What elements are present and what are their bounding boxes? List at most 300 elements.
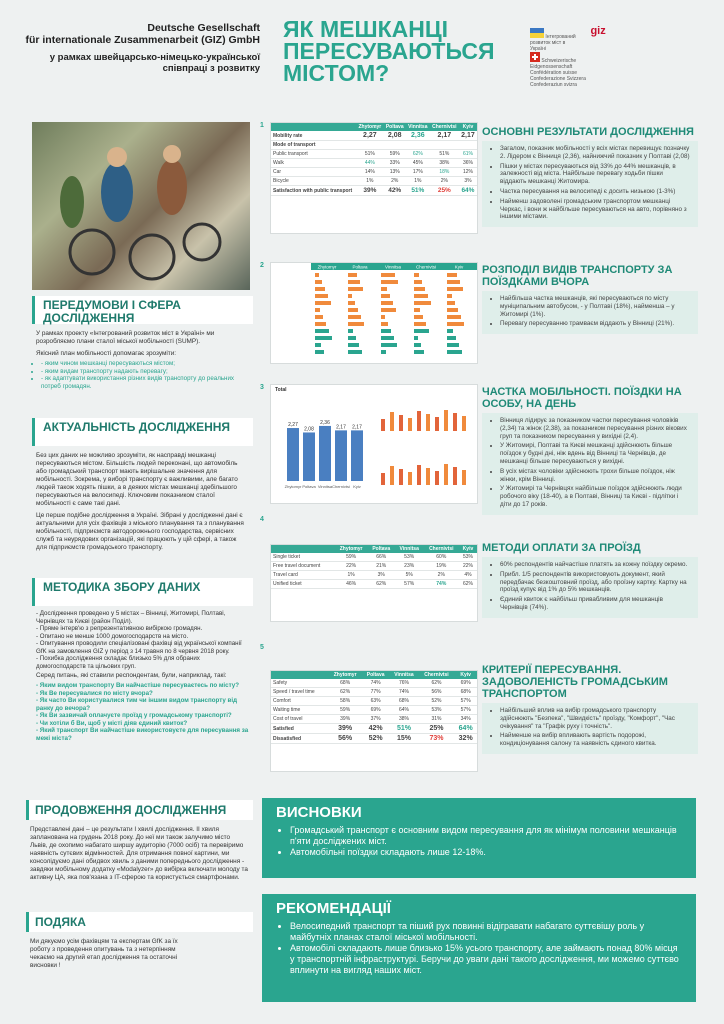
thanks-section-header [26,912,253,932]
table-cell: Safety [271,679,328,688]
table-cell: 56% [328,734,362,744]
table-cell: 74% [389,688,418,697]
distribution-bar [315,315,323,319]
result-box [482,557,698,618]
table-header-blank [271,545,335,553]
distribution-bar [414,350,424,354]
result-item: • Найбільший вплив на вибір громадського транспорту здійснюють "Безпека", "Швидкість" проїзду, "Комфорт", "Час очікування" та "Графік руху і точність". [500,707,690,730]
table-cell: 51% [430,150,459,159]
distribution-bar [315,350,324,354]
distribution-bar [348,301,355,305]
distribution-bar [447,350,462,354]
section-number: 3 [260,384,264,391]
continuation-title: ПРОДОВЖЕННЯ ДОСЛІДЖЕННЯ [35,803,227,817]
table-cell: Waiting time [271,706,328,715]
table-cell: 46% [335,580,368,589]
chart-bar [303,432,315,481]
table-cell: 62% [368,580,395,589]
flag-icon [530,28,544,38]
distribution-bar [348,280,360,284]
results-table [271,123,477,196]
swiss-logo-text: Schweizerische Eidgenossenschaft Confédération suisse Confederazione Svizzera Confederaziun svizra [530,58,586,88]
table-cell: 64% [459,186,477,196]
tick-label: Vinnitsa [317,484,333,489]
result-item: • Перевагу пересуванню трамваєм віддають у Вінниці (21%). [500,320,690,328]
distribution-figure [270,262,478,364]
table-row [271,571,477,580]
distribution-bar [447,301,455,305]
table-cell: 59% [328,706,362,715]
table-cell: 52% [419,697,455,706]
table-cell: Satisfaction with public transport [271,186,356,196]
methodology-title: МЕТОДИКА ЗБОРУ ДАНИХ [43,580,201,594]
mini-chart-bar [381,473,385,485]
distribution-bar [414,280,422,284]
result-item: • 60% респондентів найчастіше платять за кожну поїздку окремо. [500,561,690,569]
distribution-bar [381,301,393,305]
table-cell: 51% [356,150,383,159]
table-cell: Mobility rate [271,131,356,141]
distribution-bar [447,280,460,284]
recommendation-item: • Велосипедний транспорт та піший рух повинні відігравати набагато суттєвішу роль у майбутніх планах сталої міської мобільності. [290,921,682,943]
distribution-bar [381,294,390,298]
table-cell: 39% [356,186,383,196]
table-cell: 53% [459,553,477,562]
table-cell: 38% [389,715,418,724]
table-header: Kyiv [454,671,477,679]
table-cell: 69% [362,706,389,715]
distribution-bar [348,315,361,319]
table-cell: 31% [419,715,455,724]
question-list [32,682,250,742]
table-row [271,715,477,724]
table-header: Poltava [368,545,395,553]
table-header: Poltava [352,264,368,270]
relevance-section-header [32,418,253,446]
methodology-section-header [32,578,253,606]
result-title: ЧАСТКА МОБІЛЬНОСТІ. ПОЇЗДКИ НА ОСОБУ, НА ДЕНЬ [482,386,682,410]
table-cell: 3% [459,177,477,186]
table-cell: 2,17 [430,131,459,141]
result-item: • Найменше на вибір впливають вартість подорожі, кондиціонування салону та наявність єдиного квитка. [500,732,690,748]
distribution-bar [414,273,419,277]
background-section-header [32,296,253,324]
table-cell: 13% [384,168,406,177]
table-cell: 18% [430,168,459,177]
table-cell: 58% [328,697,362,706]
mini-chart-bar [408,418,412,431]
table-cell: 51% [406,186,430,196]
question-item: - Чи хотіли б Ви, щоб у місті діяв єдиний квиток? [36,719,188,727]
table-cell: 53% [395,553,424,562]
table-cell: Bicycle [271,177,356,186]
table-cell: 1% [335,571,368,580]
result-item: • У Житомирі, Полтаві та Києві мешканці здійснюють більше поїздок у будні дні, ніж вдень від Вінниці та Чернівців, де мешканці більше пересуваються у вихідні. [500,442,690,465]
table-cell: Free travel document [271,562,335,571]
criteria-table [271,671,477,744]
table-cell: Single ticket [271,553,335,562]
tick-label: Zhytomyr [284,484,302,489]
recommendations-box [262,894,696,1002]
table-cell: 2,17 [459,131,477,141]
table-header: Zhytomyr [317,264,337,270]
mini-chart-bar [453,413,457,431]
table-header-blank [271,671,328,679]
result-item: • Вінниця лідирує за показником частки пересування чоловіків (2,34) та жінок (2,38), за показником пересування різних вікових груп та показником пересування у вихідні (2,4). [500,417,690,440]
table-row [271,706,477,715]
table-cell: 34% [454,715,477,724]
table-row [271,159,477,168]
distribution-bar [348,350,362,354]
table-cell: 25% [419,724,455,734]
background-text2: Якісний план мобільності допомагає зрозуміти: [36,350,177,357]
distribution-bar [447,329,453,333]
table-header: Vinnitsa [406,123,430,131]
thanks-title: ПОДЯКА [35,915,86,929]
table-cell: 51% [389,724,418,734]
mini-chart-bar [444,410,448,431]
distribution-bar [414,343,421,347]
question-item: - Як часто Ви користувалися тим чи іншим видом транспорту від ранку до вечора? [36,697,237,712]
table-cell: 60% [424,553,459,562]
table-cell: 25% [430,186,459,196]
table-cell: 42% [362,724,389,734]
data-label: 2,36 [320,419,330,426]
table-cell: Comfort [271,697,328,706]
table-row [271,131,477,141]
distribution-bar [381,350,386,354]
list-item: - Дослідження проведено у 5 містах – Вінниці, Житомирі, Полтаві, Чернівцях та Києві (район Поділ). [36,610,226,625]
table-cell: Walk [271,159,356,168]
distribution-bar [447,343,459,347]
table-row [271,168,477,177]
table-header: Chernivtsi [430,123,459,131]
distribution-bar [315,322,326,326]
list-item: • - яким видам транспорту надають перевагу; [41,368,250,376]
mini-chart-bar [417,411,421,431]
mini-chart-bar [453,467,457,485]
table-header: Zhytomyr [328,671,362,679]
section-number: 1 [260,122,264,129]
mini-chart-bar [399,415,403,431]
distribution-bar [348,308,358,312]
table-cell: Satisfied [271,724,328,734]
background-list [32,360,250,390]
table-cell: 15% [389,734,418,744]
distribution-bar [348,287,363,291]
table-cell: 59% [335,553,368,562]
table-header: Vinnitsa [389,671,418,679]
distribution-bar [447,273,457,277]
relevance-text: Без цих даних не можливо зрозуміти, як насправді мешканці пересуваються містом. Більшість людей переконані, що автомобіль або громадський транспорт мають вирішальне значення для мобільності. Зокрема, у виборі транспорту є важливими, але багато людей також ходять пішки, а в деяких містах мешканці здебільшого пересуваються на велосипеді. Ключовим показником сталої мобільності є саме такі дані. [36,452,238,507]
table-cell: 62% [328,688,362,697]
distribution-bar [381,280,398,284]
table-cell: 42% [384,186,406,196]
table-cell: Cost of travel [271,715,328,724]
org-name [20,22,260,46]
table-header: Chernivtsi [415,264,437,270]
header-subtitle: у рамках швейцарсько-німецько-української співпраці з розвитку [49,52,260,74]
table-cell: 32% [454,734,477,744]
distribution-bar [381,322,388,326]
relevance-section [32,450,250,554]
distribution-bar [315,329,329,333]
mini-chart-bar [426,468,430,485]
distribution-bar [381,343,397,347]
table-cell: 57% [454,706,477,715]
table-cell: 64% [454,724,477,734]
table-header: Zhytomyr [356,123,383,131]
result-item: • У Житомирі та Чернівцях найбільше поїздок здійснюють люди робочого віку (18-40), а в Полтаві, Вінниці та Києві - підлітки і діти до 17 років. [500,485,690,508]
table-cell: 62% [419,679,455,688]
table-cell: 53% [419,706,455,715]
table-header: Poltava [384,123,406,131]
table-header: Zhytomyr [335,545,368,553]
distribution-bar [348,336,356,340]
giz-logo: giz [590,25,606,37]
project-logo [530,28,578,52]
chart-bar [287,428,299,481]
result-item: • Частка пересування на велосипеді є досить низькою (1-3%) [500,188,690,196]
methodology-text: Серед питань, які ставили респондентам, були, наприклад, такі: [36,672,227,679]
table-cell: 14% [356,168,383,177]
table-row [271,562,477,571]
table-cell: 45% [406,159,430,168]
project-logo-text: Інтегрований розвиток міст в Україні [530,34,576,52]
distribution-bar [414,315,423,319]
distribution-bar [381,308,396,312]
distribution-bar [414,294,428,298]
table-cell: 5% [395,571,424,580]
result-box [482,413,698,515]
table-cell: 57% [454,697,477,706]
mini-chart-bar [435,417,439,431]
table-cell: 62% [459,580,477,589]
continuation-section-header [26,800,253,820]
table-cell: Travel card [271,571,335,580]
conclusion-item: • Громадський транспорт є основним видом пересування для як мінімум половини мешканців п'яти досліджених міст. [290,825,682,847]
list-item: - Пряме інтерв'ю з репрезентативною вибіркою громадян. [36,625,203,632]
chart-bar [335,430,347,481]
distribution-bar [315,343,321,347]
table-cell: 44% [356,159,383,168]
result-title: КРИТЕРІЇ ПЕРЕСУВАННЯ. ЗАДОВОЛЕНІСТЬ ГРОМАДСЬКИМ ТРАНСПОРТОМ [482,664,668,700]
distribution-bar [381,315,385,319]
question-item: - Який транспорт Ви найчастіше використовуєте для пересування за межі міста? [36,727,249,742]
mini-chart-bar [426,414,430,431]
mini-chart-bar [435,471,439,485]
table-header: Kyiv [454,264,464,270]
table-row [271,679,477,688]
distribution-bar [315,308,320,312]
question-item: - Як Ве пересувалися по місту вчора? [36,689,153,697]
table-cell: 23% [395,562,424,571]
swiss-cross-icon [530,52,540,62]
mini-chart-bar [462,470,466,485]
distribution-bar [447,322,464,326]
methodology-list [32,610,250,670]
table-cell: 59% [384,150,406,159]
table-cell: 57% [395,580,424,589]
distribution-bar [381,336,394,340]
table-cell: 39% [328,724,362,734]
distribution-bar [414,322,426,326]
table-row [271,186,477,196]
table-row [271,734,477,744]
distribution-bars [271,263,477,363]
distribution-bar [447,287,463,291]
mini-chart-bar [444,464,448,485]
table-cell: 61% [459,150,477,159]
table-cell: 39% [328,715,362,724]
table-row [271,553,477,562]
table-cell: 63% [362,697,389,706]
table-header: Vinnitsa [385,264,401,270]
distribution-bar [447,308,458,312]
chart-bar [351,430,363,481]
recommendations-title: РЕКОМЕНДАЦІЇ [276,900,391,917]
data-label: 2,08 [304,426,314,433]
result-title: РОЗПОДІЛ ВИДІВ ТРАНСПОРТУ ЗА ПОЇЗДКАМИ ВЧОРА [482,264,673,288]
mini-chart-bar [462,416,466,431]
table-cell: 1% [356,177,383,186]
table-row [271,141,477,150]
distribution-bar [348,273,357,277]
mini-chart-bar [408,472,412,485]
table-cell: Unified ticket [271,580,335,589]
mobility-bar-chart [271,385,477,503]
table-cell: 19% [424,562,459,571]
list-item: - Опитано не менше 1000 домогосподарств на місто. [36,632,189,640]
result-block-2 [482,264,698,334]
org-line2: für internationale Zusammenarbeit (GIZ) GmbH [25,34,260,46]
methodology-section [32,610,250,742]
table-cell: 12% [459,168,477,177]
table-cell: Car [271,168,356,177]
org-line1: Deutsche Gesellschaft [147,22,260,34]
page-title: ЯК МЕШКАНЦІ ПЕРЕСУВАЮТЬСЯ МІСТОМ? [283,16,495,86]
distribution-bar [414,308,420,312]
table-cell: 76% [389,679,418,688]
table-cell: 2% [424,571,459,580]
swiss-logo [530,52,600,88]
background-title: ПЕРЕДУМОВИ І СФЕРА ДОСЛІДЖЕННЯ [43,298,181,325]
table-cell: 64% [389,706,418,715]
tick-label: Chernivtsi [332,484,350,489]
table-cell: 68% [454,688,477,697]
result-title: ОСНОВНІ РЕЗУЛЬТАТИ ДОСЛІДЖЕННЯ [482,126,694,138]
list-item: - Похибка дослідження складає близько 5% для обраних домогосподарств та цільових груп. [36,655,200,670]
distribution-bar [381,329,391,333]
table-cell: 66% [368,553,395,562]
table-cell: Public transport [271,150,356,159]
list-item: • - як адаптувати використання різних видів транспорту до реальних потреб громадян. [41,375,250,390]
table-header: Poltava [362,671,389,679]
table-cell: 21% [368,562,395,571]
table-cell: 77% [362,688,389,697]
cyclists-photo-illustration [32,122,250,290]
chart-title: Total [275,387,287,393]
table-header: Kyiv [459,545,477,553]
table-cell: 74% [424,580,459,589]
distribution-bar [315,287,325,291]
result-block-4 [482,542,698,618]
table-cell: 17% [406,168,430,177]
recommendation-item: • Автомобілі складають лише близько 15% усього транспорту, але займають понад 80% місця у транспортній інфраструктурі. Беручи до уваги дані такого дослідження, ми можемо суттєво вплинути на вигляд наших міст. [290,943,682,976]
question-item: - Яким видом транспорту Ви найчастіше пересуваєтесь по місту? [36,682,239,689]
distribution-bar [381,273,395,277]
table-row [271,150,477,159]
question-item: - Як Ви зазвичай оплачуєте проїзд у громадському транспорті? [36,712,232,719]
distribution-bar [315,280,322,284]
background-section [32,328,250,390]
payment-table-figure [270,544,478,622]
table-cell: 74% [362,679,389,688]
result-item: • Найменш задоволені громадським транспортом мешканці Черкас, і вони ж найбільше пересуваються на авто, порівняно з іншими містами. [500,198,690,221]
table-cell: 33% [384,159,406,168]
distribution-bar [348,322,364,326]
section-number: 4 [260,516,264,523]
table-header: Vinnitsa [395,545,424,553]
distribution-bar [315,294,328,298]
distribution-bar [381,287,387,291]
table-cell: 56% [419,688,455,697]
table-cell: 2,08 [384,131,406,141]
result-box [482,703,698,754]
list-item: - Опитування проводили спеціалізовані фахівці від української компанії GfK на замовлення GIZ у період з 14 травня по 8 червня 2018 року. [36,640,242,655]
criteria-table-figure [270,670,478,772]
distribution-bar [348,343,359,347]
mini-chart-bar [381,419,385,431]
chart-bar [319,426,331,481]
table-row [271,580,477,589]
background-text: У рамках проекту «Інтегрований розвиток міст в Україні» ми розробляємо плани сталої міської мобільності (SUMP). [36,330,215,345]
partner-logos [530,25,710,88]
result-block-5 [482,664,698,754]
table-cell: 68% [328,679,362,688]
section-number: 2 [260,262,264,269]
table-cell: 37% [362,715,389,724]
distribution-bar [447,315,461,319]
cyclists-photo [32,122,250,290]
distribution-bar [348,294,352,298]
table-cell: Speed / travel time [271,688,328,697]
table-cell: 4% [459,571,477,580]
table-cell: 2% [430,177,459,186]
table-cell: 2,36 [406,131,430,141]
relevance-text2: Це перше подібне дослідження в Україні. Зібрані у дослідженні дані є актуальними для усіх фахівців з міського планування та з планування мобільності, підприємств автодорожнього господарства, сервісних служб та неурядових організацій, які працюють у цій сфері, а також для підприємств громадського транспорту. [36,512,244,551]
result-box [482,141,698,227]
result-item: • Пішки у містах пересуваються від 33% до 44% мешканців, в залежності від міста. Найбільше перевагу ходьби пішки віддають мешканці Житомира. [500,163,690,186]
result-item: • Прибл. 1/5 респондентів використовують документ, який передбачає безкоштовний проїзд, або проїзну картку. Картку на проїзд купує від 1% до 5% мешканців. [500,571,690,594]
thanks-text: Ми дякуємо усім фахівцям та експертам GfK за їх роботу з проведення опитувань та з нетерпінням чекаємо на другий етап дослідження та остаточні висновки ! [30,938,178,969]
table-row [271,697,477,706]
result-item: • Найбільша частка мешканців, які пересуваються по місту муніципальним автобусом, - у Полтаві (18%), найменша – у Житомирі (1%). [500,295,690,318]
mobility-figure [270,384,478,504]
conclusions-box [262,798,696,878]
distribution-bar [315,336,332,340]
table-cell: 68% [389,697,418,706]
mini-chart-bar [390,412,394,431]
tick-label: Poltava [302,484,316,489]
distribution-bar [414,336,418,340]
result-block-3 [482,386,698,515]
distribution-bar [414,329,429,333]
section-number: 5 [260,644,264,651]
table-header-blank [271,123,356,131]
result-item: • В усіх містах чоловіки здійснюють трохи більше поїздок, ніж жінки, крім Вінниці. [500,468,690,484]
table-cell: 69% [454,679,477,688]
